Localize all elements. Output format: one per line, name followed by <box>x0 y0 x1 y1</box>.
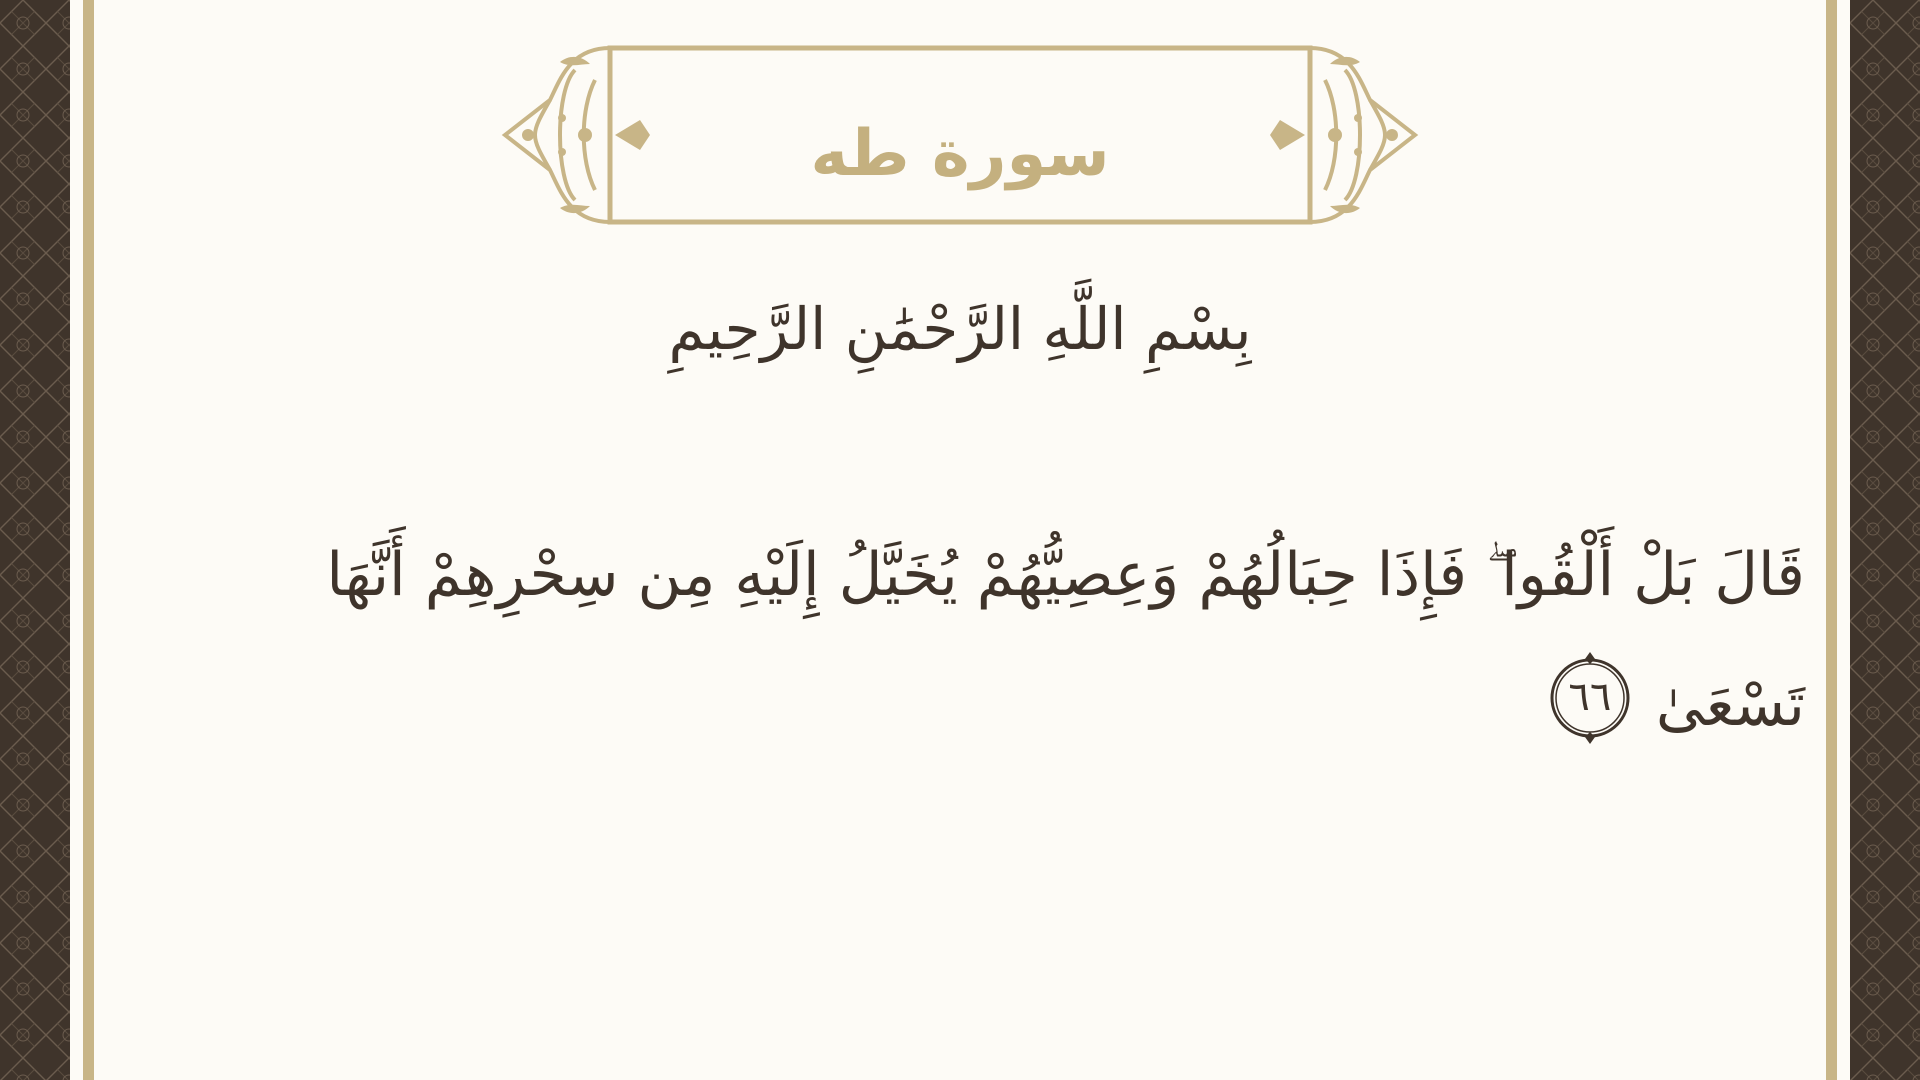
surah-title: سورة طه <box>810 117 1110 191</box>
verse-body: قَالَ بَلْ أَلْقُوا ۖ فَإِذَا حِبَالُهُمْ وَعِصِيُّهُمْ يُخَيَّلُ إِلَيْهِ مِن سِحْرِهِمْ أَنَّهَا تَسْعَىٰ <box>326 540 1805 740</box>
left-gold-rule <box>83 0 94 1080</box>
ayah-number-marker <box>1546 650 1634 746</box>
border-pattern-icon <box>0 0 70 1080</box>
right-decorative-border <box>1850 0 1920 1080</box>
border-pattern-icon <box>1850 0 1920 1080</box>
basmala: بِسْمِ اللَّهِ الرَّحْمَٰنِ الرَّحِيمِ <box>668 295 1252 363</box>
ayah-number: ٦٦ <box>1568 674 1612 721</box>
right-gold-rule <box>1826 0 1837 1080</box>
surah-title-cartouche <box>500 40 1420 230</box>
verse-text <box>270 510 1805 770</box>
left-decorative-border <box>0 0 70 1080</box>
